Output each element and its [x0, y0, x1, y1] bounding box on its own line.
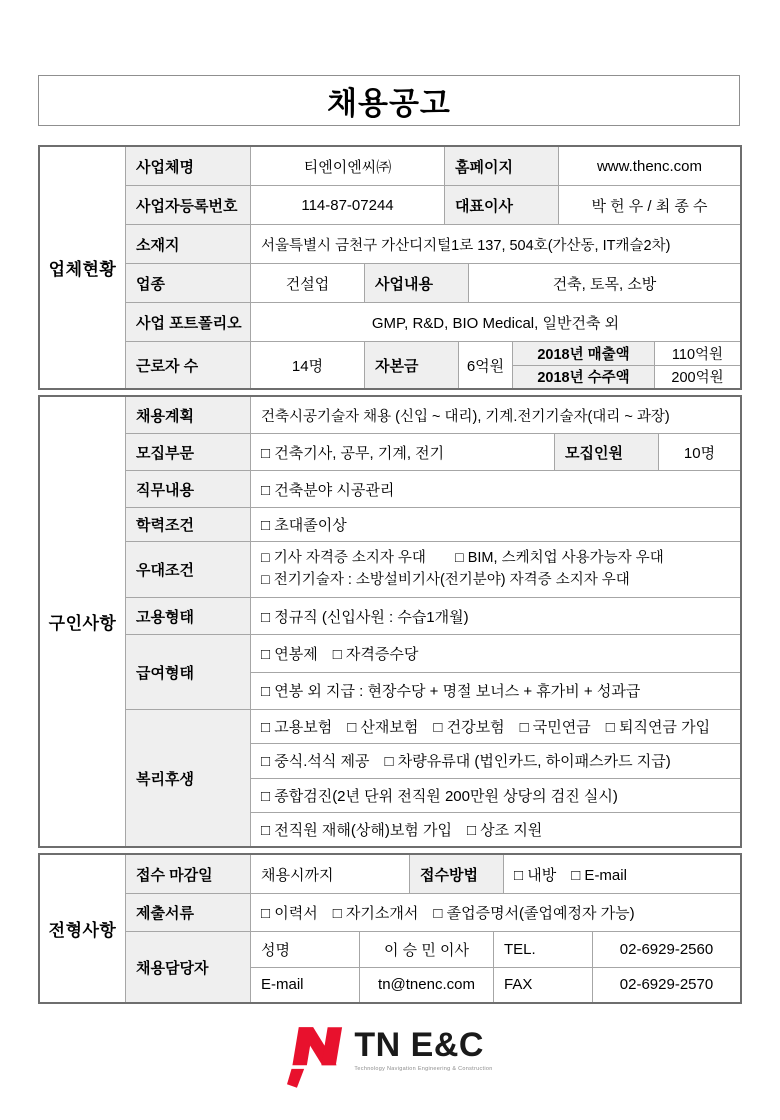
salary-line1: □ 연봉제 □ 자격증수당 — [261, 645, 419, 663]
duty-value: □ 건축분야 시공관리 — [261, 481, 395, 499]
table-row — [126, 225, 740, 264]
contact-name-label: 성명 — [251, 932, 360, 967]
contact-label: 채용담당자 — [126, 932, 251, 1002]
table-row — [126, 710, 740, 846]
title-box — [38, 75, 740, 126]
table-row — [251, 673, 740, 710]
capital-label: 자본금 — [365, 342, 459, 388]
table-row — [126, 186, 740, 225]
employment-value: □ 정규직 (신입사원 : 수습1개월) — [261, 608, 469, 626]
contact-tel-label: TEL. — [494, 932, 593, 967]
preference-label: 우대조건 — [126, 542, 251, 597]
homepage-label: 홈페이지 — [445, 147, 559, 185]
welfare-line-2: □ 중식.석식 제공 □ 차량유류대 (법인카드, 하이패스카드 지급) — [261, 753, 671, 771]
employment-label: 고용형태 — [126, 598, 251, 634]
table-row — [251, 744, 740, 778]
table-row — [126, 635, 740, 710]
salary-label: 급여형태 — [126, 635, 251, 709]
table-row — [126, 894, 740, 932]
headcount-value: 10명 — [683, 444, 716, 462]
table-row — [126, 342, 740, 388]
table-row — [126, 434, 740, 471]
table-row — [126, 264, 740, 303]
method-value: □ 내방 □ E-mail — [514, 866, 627, 884]
regno-value: 114-87-07244 — [251, 186, 445, 224]
table-row — [251, 932, 740, 968]
headcount-label: 모집인원 — [555, 434, 659, 470]
ceo-label: 대표이사 — [445, 186, 559, 224]
contact-email-label: E-mail — [251, 968, 360, 1003]
recruit-table — [38, 395, 742, 848]
deadline-value: 채용시까지 — [251, 855, 410, 893]
table-row — [126, 932, 740, 1002]
duty-label: 직무내용 — [126, 471, 251, 507]
plan-label: 채용계획 — [126, 397, 251, 433]
education-label: 학력조건 — [126, 508, 251, 541]
contact-tel-value: 02-6929-2560 — [619, 940, 714, 958]
field-value: □ 건축기사, 공무, 기계, 전기 — [251, 434, 555, 470]
bizname-label: 사업체명 — [126, 147, 251, 185]
section-label-recruit: 구인사항 — [40, 397, 126, 846]
section-label-apply: 전형사항 — [40, 855, 126, 1002]
bizdesc-label: 사업내용 — [365, 264, 469, 302]
preference-line2: □ 전기기술자 : 소방설비기사(전기분야) 자격증 소지자 우대 — [261, 571, 630, 588]
table-row — [126, 397, 740, 434]
table-row — [251, 710, 740, 744]
table-row — [126, 598, 740, 635]
section-label-company: 업체현황 — [40, 147, 126, 388]
contact-fax-label: FAX — [494, 968, 593, 1003]
employees-value: 14명 — [251, 342, 365, 388]
employees-label: 근로자 수 — [126, 342, 251, 388]
documents-value: □ 이력서 □ 자기소개서 □ 졸업증명서(졸업예정자 가능) — [261, 905, 635, 922]
table-row — [126, 508, 740, 542]
welfare-label: 복리후생 — [126, 710, 251, 846]
table-row — [126, 303, 740, 342]
deadline-label: 접수 마감일 — [126, 855, 251, 893]
method-label: 접수방법 — [410, 855, 504, 893]
table-row — [126, 542, 740, 598]
orders-label: 2018년 수주액 — [513, 366, 655, 389]
welfare-line-4: □ 전직원 재해(상해)보험 가입 □ 상조 지원 — [261, 821, 543, 839]
welfare-line-1: □ 고용보험 □ 산재보험 □ 건강보험 □ 국민연금 □ 퇴직연금 가입 — [261, 719, 711, 737]
regno-label: 사업자등록번호 — [126, 186, 251, 224]
welfare-line-3: □ 종합검진(2년 단위 전직원 200만원 상당의 검진 실시) — [261, 787, 618, 805]
table-row — [251, 635, 740, 673]
orders-value: 200억원 — [671, 370, 724, 387]
bizdesc-value: 건축, 토목, 소방 — [552, 275, 657, 293]
company-overview-table — [38, 145, 742, 390]
table-row — [251, 968, 740, 1003]
logo-tagline: Technology Navigation Engineering & Construction — [354, 1065, 493, 1072]
salary-line2: □ 연봉 외 지급 : 현장수당 + 명절 보너스 + 휴가비 + 성과급 — [261, 683, 641, 701]
company-logo — [0, 1027, 780, 1089]
contact-fax-value: 02-6929-2570 — [619, 976, 714, 994]
table-row — [513, 366, 740, 389]
page-title: 채용공고 — [327, 86, 451, 121]
contact-email-value: tn@tnenc.com — [360, 968, 494, 1003]
table-row — [251, 779, 740, 813]
tn-logo-icon — [287, 1027, 343, 1089]
bizname-value: 티엔이엔씨㈜ — [251, 147, 445, 185]
logo-text-block — [354, 1028, 492, 1072]
plan-value: 건축시공기술자 채용 (신입 ~ 대리), 기계.전기기술자(대리 ~ 과장) — [261, 408, 670, 425]
industry-label: 업종 — [126, 264, 251, 302]
table-row — [126, 855, 740, 894]
logo-text: TN E&C — [354, 1026, 484, 1064]
table-row — [513, 342, 740, 366]
preference-line1: □ 기사 자격증 소지자 우대 □ BIM, 스케치업 사용가능자 우대 — [261, 550, 664, 567]
address-value: 서울특별시 금천구 가산디지털1로 137, 504호(가산동, IT캐슬2차) — [261, 237, 671, 254]
apply-table — [38, 853, 742, 1004]
ceo-value: 박 헌 우 / 최 종 수 — [591, 197, 708, 215]
contact-name-value: 이 승 민 이사 — [360, 932, 494, 967]
homepage-value: www.thenc.com — [596, 157, 703, 175]
education-value: □ 초대졸이상 — [261, 517, 347, 534]
table-row — [126, 471, 740, 508]
portfolio-value: GMP, R&D, BIO Medical, 일반건축 외 — [371, 314, 620, 332]
address-label: 소재지 — [126, 225, 251, 263]
industry-value: 건설업 — [251, 264, 365, 302]
capital-value: 6억원 — [459, 342, 513, 388]
revenue-value: 110억원 — [671, 346, 724, 363]
table-row — [126, 147, 740, 186]
field-label: 모집부문 — [126, 434, 251, 470]
revenue-label: 2018년 매출액 — [513, 342, 655, 365]
table-row — [251, 813, 740, 846]
portfolio-label: 사업 포트폴리오 — [126, 303, 251, 341]
documents-label: 제출서류 — [126, 894, 251, 931]
